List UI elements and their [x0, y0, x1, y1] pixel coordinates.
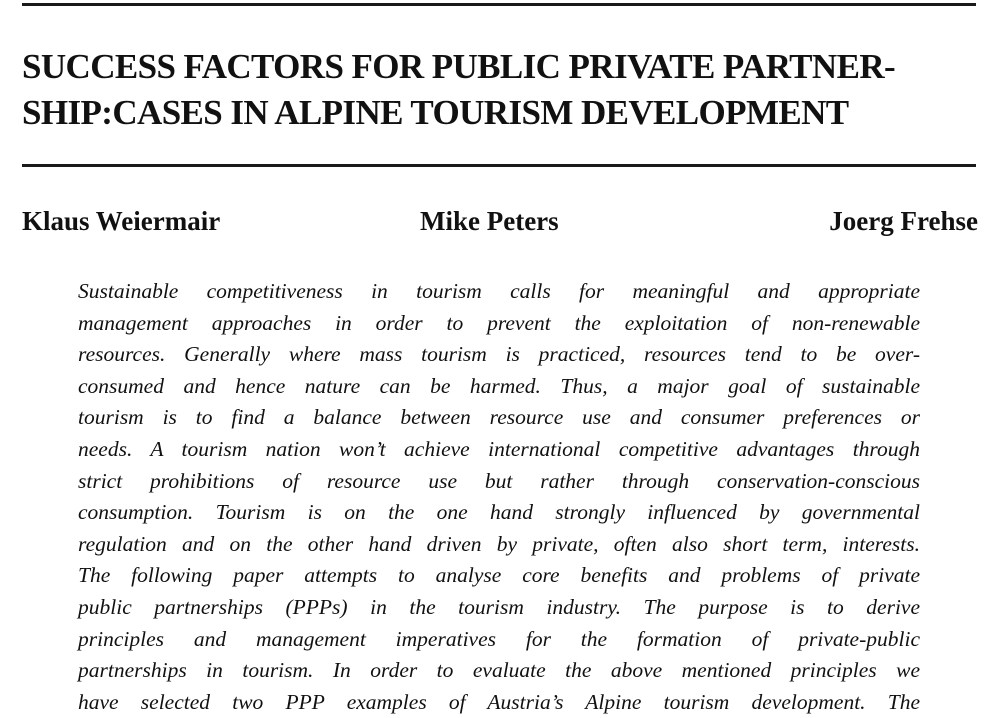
author-klaus-weiermair: Klaus Weiermair [22, 206, 221, 236]
abstract [78, 276, 920, 718]
bottom-rule [22, 164, 976, 167]
paper-title [22, 44, 982, 136]
top-rule [22, 3, 976, 6]
title-line-2: SHIP:CASES IN ALPINE TOURISM DEVELOPMENT [22, 93, 849, 132]
abstract-line: public partnerships (PPPs) in the tourism industry. The purpose is to derive [78, 594, 920, 619]
author-joerg-frehse: Joerg Frehse [829, 206, 978, 236]
title-line-1: SUCCESS FACTORS FOR PUBLIC PRIVATE PARTNER- [22, 47, 896, 86]
abstract-line: partnerships in tourism. In order to evaluate the above mentioned principles we [78, 658, 920, 683]
abstract-line: management approaches in order to prevent the exploitation of non-renewable [78, 310, 920, 335]
author-list [22, 205, 978, 237]
abstract-line: consumption. Tourism is on the one hand strongly influenced by governmental [78, 500, 920, 525]
abstract-line: principles and management imperatives for the formation of private-public [78, 626, 920, 651]
abstract-line: needs. A tourism nation won’t achieve international competitive advantages through [78, 436, 920, 461]
abstract-line: tourism is to find a balance between resource use and consumer preferences or [78, 405, 920, 430]
abstract-line: consumed and hence nature can be harmed. Thus, a major goal of sustainable [78, 373, 920, 398]
author-mike-peters: Mike Peters [420, 206, 559, 236]
abstract-line: regulation and on the other hand driven by private, often also short term, interests. [78, 531, 920, 556]
abstract-line: resources. Generally where mass tourism is practiced, resources tend to be over- [78, 342, 920, 367]
abstract-line: The following paper attempts to analyse core benefits and problems of private [78, 563, 920, 588]
abstract-line: have selected two PPP examples of Austria’s Alpine tourism development. The [78, 689, 920, 714]
abstract-line: Sustainable competitiveness in tourism calls for meaningful and appropriate [78, 279, 920, 303]
abstract-line: strict prohibitions of resource use but rather through conservation-conscious [78, 468, 920, 493]
